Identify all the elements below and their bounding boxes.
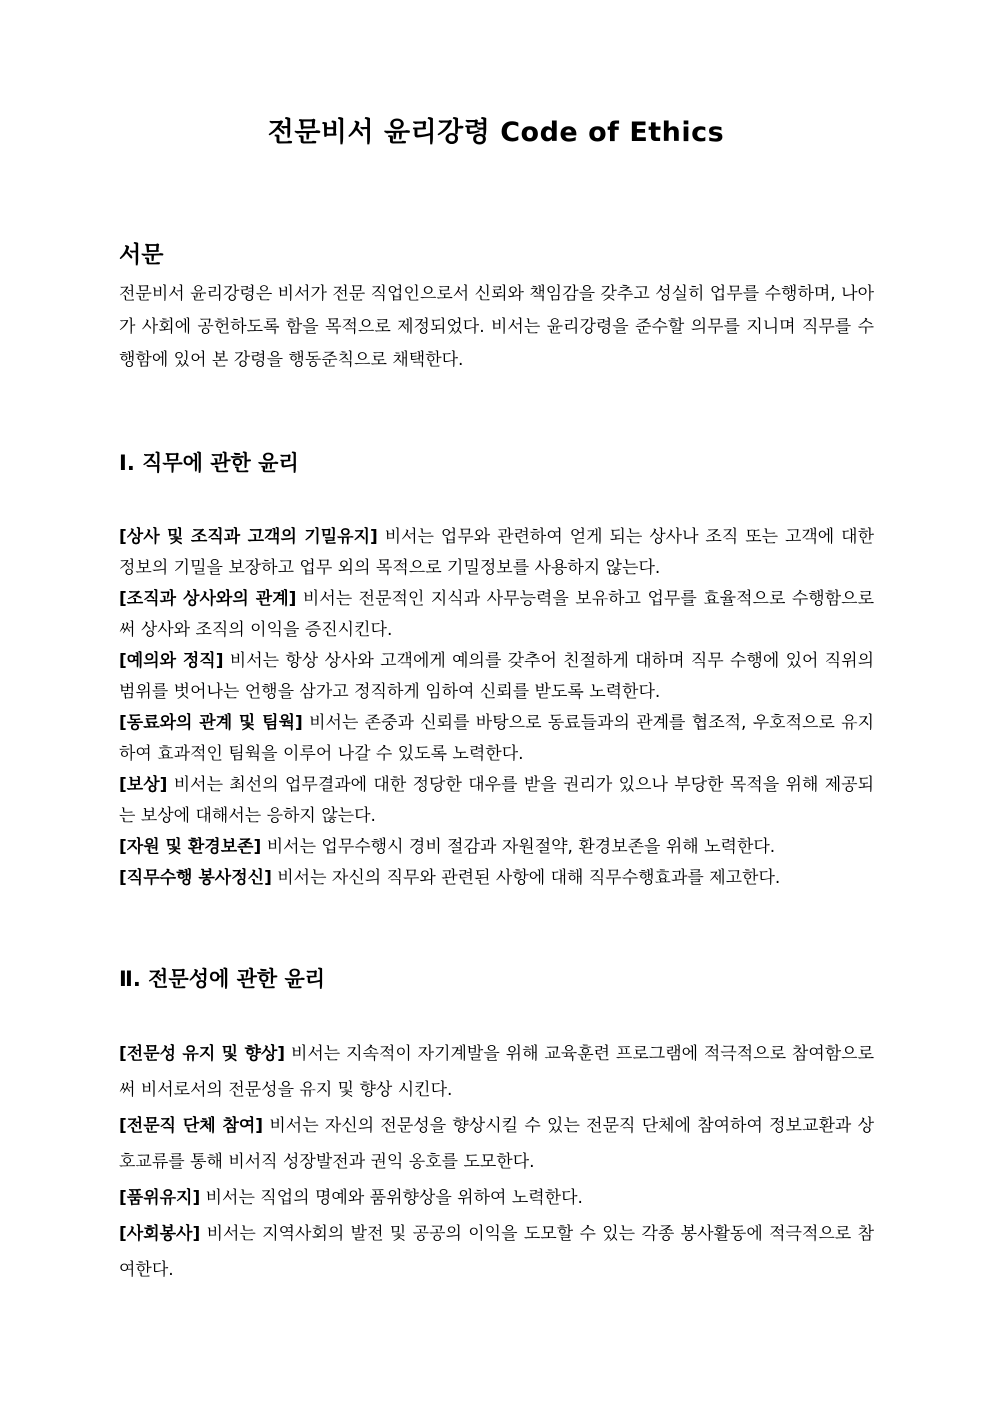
item-tag: [전문성 유지 및 향상] <box>119 1044 286 1064</box>
item-text: 비서는 전문적인 지식과 사무능력을 보유하고 업무를 효율적으로 수행함으로써 상사와 조직의 이익을 증진시킨다. <box>119 589 874 640</box>
section2-heading: Ⅱ. 전문성에 관한 윤리 <box>119 967 326 991</box>
section1-item-confidentiality <box>119 522 874 584</box>
item-tag: [동료와의 관계 및 팀웍] <box>119 713 303 733</box>
item-text: 비서는 항상 상사와 고객에게 예의를 갖추어 친절하게 대하며 직무 수행에 있어 직위의 범위를 벗어나는 언행을 삼가고 정직하게 임하여 신뢰를 받도록 노력한다. <box>119 651 874 702</box>
item-tag: [품위유지] <box>119 1188 201 1208</box>
item-tag: [조직과 상사와의 관계] <box>119 589 297 609</box>
item-text: 비서는 자신의 전문성을 향상시킬 수 있는 전문직 단체에 참여하여 정보교환과 상호교류를 통해 비서직 성장발전과 권익 옹호를 도모한다. <box>119 1116 874 1172</box>
item-tag: [전문직 단체 참여] <box>119 1116 264 1136</box>
section1-item-service <box>119 863 874 894</box>
item-text: 비서는 존중과 신뢰를 바탕으로 동료들과의 관계를 협조적, 우호적으로 유지하여 효과적인 팀웍을 이루어 나갈 수 있도록 노력한다. <box>119 713 875 764</box>
section2-item-professionalism <box>119 1036 874 1108</box>
section1-heading: Ⅰ. 직무에 관한 윤리 <box>119 451 299 475</box>
item-tag: [사회봉사] <box>119 1224 201 1244</box>
item-tag: [상사 및 조직과 고객의 기밀유지] <box>119 527 378 547</box>
section1-item-teamwork <box>119 708 874 770</box>
section1-item-resources <box>119 832 874 863</box>
section1-item-courtesy <box>119 646 874 708</box>
section2-item-associations <box>119 1108 874 1180</box>
item-text: 비서는 업무수행시 경비 절감과 자원절약, 환경보존을 위해 노력한다. <box>261 837 776 857</box>
item-text: 비서는 최선의 업무결과에 대한 정당한 대우를 받을 권리가 있으나 부당한 목적을 위해 제공되는 보상에 대해서는 응하지 않는다. <box>119 775 874 826</box>
section1-item-compensation <box>119 770 874 832</box>
item-text: 비서는 직업의 명예와 품위향상을 위하여 노력한다. <box>200 1188 583 1208</box>
section2-item-community <box>119 1216 874 1288</box>
item-text: 비서는 업무와 관련하여 얻게 되는 상사나 조직 또는 고객에 대한 정보의 기밀을 보장하고 업무 외의 목적으로 기밀정보를 사용하지 않는다. <box>119 527 874 578</box>
document-title: 전문비서 윤리강령 Code of Ethics <box>267 117 725 148</box>
item-text: 비서는 지역사회의 발전 및 공공의 이익을 도모할 수 있는 각종 봉사활동에 적극적으로 참여한다. <box>119 1224 874 1280</box>
intro-paragraph: 전문비서 윤리강령은 비서가 전문 직업인으로서 신뢰와 책임감을 갖추고 성실히 업무를 수행하며, 나아가 사회에 공헌하도록 함을 목적으로 제정되었다. 비서는 윤리강령을 준수할 의무를 지니며 직무를 수행함에 있어 본 강령을 행동준칙으로 채택한다. <box>119 284 874 370</box>
item-tag: [예의와 정직] <box>119 651 224 671</box>
item-tag: [자원 및 환경보존] <box>119 837 262 857</box>
item-tag: [보상] <box>119 775 168 795</box>
section1-item-organization <box>119 584 874 646</box>
item-text: 비서는 자신의 직무와 관련된 사항에 대해 직무수행효과를 제고한다. <box>271 868 781 888</box>
section2-item-dignity <box>119 1180 874 1216</box>
item-tag: [직무수행 봉사정신] <box>119 868 272 888</box>
item-text: 비서는 지속적이 자기계발을 위해 교육훈련 프로그램에 적극적으로 참여함으로써 비서로서의 전문성을 유지 및 향상 시킨다. <box>119 1044 875 1100</box>
section1-list <box>119 522 874 894</box>
section2-list <box>119 1036 874 1288</box>
intro-heading: 서문 <box>119 242 164 268</box>
